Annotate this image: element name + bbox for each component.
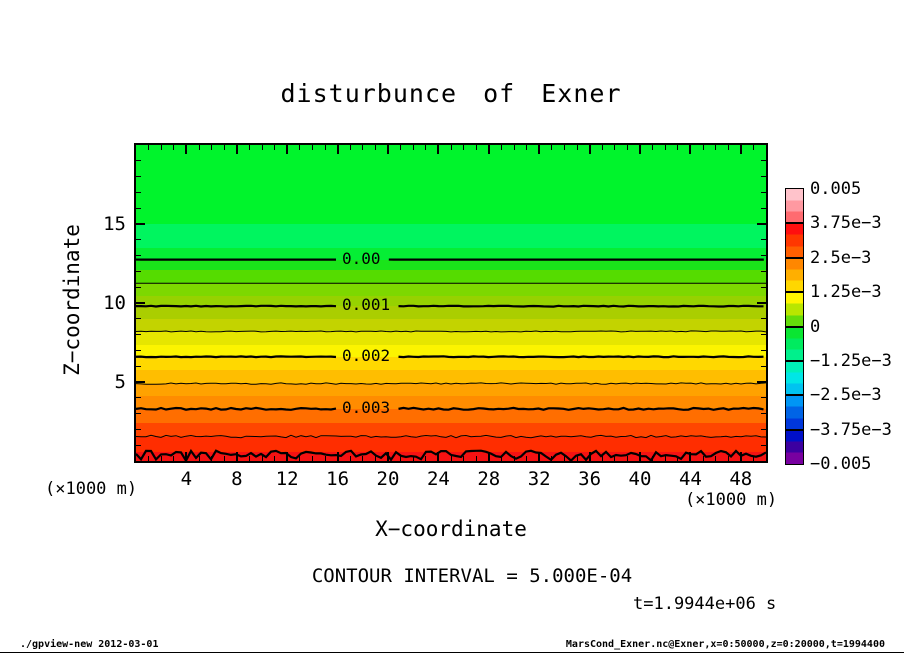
tick-mark xyxy=(286,145,288,154)
tick-mark xyxy=(236,452,238,461)
tick-mark xyxy=(761,445,766,446)
tick-mark xyxy=(761,413,766,414)
x-tick-label: 48 xyxy=(729,468,753,490)
tick-mark xyxy=(488,145,490,154)
tick-mark xyxy=(136,176,141,177)
time-text: t=1.9944e+06 s xyxy=(633,594,777,614)
tick-mark xyxy=(665,145,666,150)
tick-mark xyxy=(761,160,766,161)
tick-mark xyxy=(199,145,200,150)
tick-mark xyxy=(299,145,300,150)
tick-mark xyxy=(387,452,389,461)
tick-mark xyxy=(425,145,426,150)
colorbar-separator xyxy=(786,291,803,293)
contour-interval-text: CONTOUR INTERVAL = 5.000E-04 xyxy=(311,565,633,587)
tick-mark xyxy=(299,456,300,461)
tick-mark xyxy=(526,145,527,150)
tick-mark xyxy=(249,456,250,461)
tick-mark xyxy=(136,413,141,414)
tick-mark xyxy=(665,456,666,461)
colorbar-separator xyxy=(786,222,803,224)
tick-mark xyxy=(652,456,653,461)
x-tick-label: 44 xyxy=(678,468,702,490)
tick-mark xyxy=(761,429,766,430)
tick-mark xyxy=(211,145,212,150)
tick-mark xyxy=(136,302,145,304)
colorbar-segment xyxy=(786,258,803,292)
colorbar-segment xyxy=(786,430,803,464)
tick-mark xyxy=(325,145,326,150)
tick-mark xyxy=(437,145,439,154)
colorbar-label: −3.75e−3 xyxy=(810,419,892,440)
tick-mark xyxy=(740,145,742,154)
footer-source-text: MarsCond_Exner.nc@Exner,x=0:50000,z=0:20000,t=1994400 xyxy=(565,639,885,650)
colorbar-label: 0 xyxy=(810,316,821,337)
tick-mark xyxy=(425,456,426,461)
tick-mark xyxy=(136,287,141,288)
x-tick-label: 24 xyxy=(426,468,450,490)
tick-mark xyxy=(136,445,141,446)
x-tick-label: 8 xyxy=(231,468,243,490)
colorbar-label: 0.005 xyxy=(810,179,862,199)
tick-mark xyxy=(627,456,628,461)
tick-mark xyxy=(761,208,766,209)
tick-mark xyxy=(161,456,162,461)
tick-mark xyxy=(589,145,591,154)
tick-mark xyxy=(136,350,141,351)
tick-mark xyxy=(400,145,401,150)
tick-mark xyxy=(362,456,363,461)
tick-mark xyxy=(350,145,351,150)
tick-mark xyxy=(350,456,351,461)
y-axis-unit-label: (×1000 m) xyxy=(45,479,138,499)
tick-mark xyxy=(249,145,250,150)
page-title: disturbunce of Exner xyxy=(280,79,622,108)
tick-mark xyxy=(236,145,238,154)
y-tick-label: 5 xyxy=(114,371,126,393)
tick-mark xyxy=(761,350,766,351)
tick-mark xyxy=(761,192,766,193)
x-tick-label: 40 xyxy=(628,468,652,490)
tick-mark xyxy=(577,145,578,150)
colorbar-label: 2.5e−3 xyxy=(810,247,872,268)
tick-mark xyxy=(185,145,187,154)
tick-mark xyxy=(161,145,162,150)
colorbar-segment xyxy=(786,223,803,257)
tick-mark xyxy=(451,456,452,461)
tick-mark xyxy=(703,456,704,461)
tick-mark xyxy=(136,160,141,161)
tick-mark xyxy=(689,145,691,154)
y-axis-title: Z−coordinate xyxy=(60,224,84,376)
tick-mark xyxy=(136,239,141,240)
tick-mark xyxy=(211,456,212,461)
tick-mark xyxy=(551,456,552,461)
colorbar-separator xyxy=(786,360,803,362)
tick-mark xyxy=(757,381,766,383)
tick-mark xyxy=(387,145,389,154)
tick-mark xyxy=(652,145,653,150)
tick-mark xyxy=(148,456,149,461)
bottom-rule xyxy=(0,652,904,653)
tick-mark xyxy=(639,452,641,461)
tick-mark xyxy=(375,456,376,461)
x-axis-title: X−coordinate xyxy=(375,517,527,541)
colorbar-segment xyxy=(786,327,803,361)
tick-mark xyxy=(136,381,145,383)
contour-value-label: 0.002 xyxy=(342,345,391,365)
tick-mark xyxy=(413,145,414,150)
tick-mark xyxy=(173,456,174,461)
y-tick-label: 15 xyxy=(103,213,126,235)
tick-mark xyxy=(312,145,313,150)
contour-value-label: 0.001 xyxy=(342,295,391,315)
tick-mark xyxy=(602,145,603,150)
tick-mark xyxy=(639,145,641,154)
tick-mark xyxy=(614,145,615,150)
tick-mark xyxy=(761,318,766,319)
tick-mark xyxy=(501,145,502,150)
colorbar-segment xyxy=(786,361,803,395)
tick-mark xyxy=(728,456,729,461)
tick-mark xyxy=(753,145,754,150)
tick-mark xyxy=(761,287,766,288)
tick-mark xyxy=(136,192,141,193)
tick-mark xyxy=(627,145,628,150)
tick-mark xyxy=(501,456,502,461)
tick-mark xyxy=(757,302,766,304)
colorbar xyxy=(785,188,804,465)
tick-mark xyxy=(689,452,691,461)
tick-mark xyxy=(538,145,540,154)
tick-mark xyxy=(589,452,591,461)
colorbar-label: 1.25e−3 xyxy=(810,282,882,303)
tick-mark xyxy=(136,397,141,398)
tick-mark xyxy=(325,456,326,461)
tick-mark xyxy=(728,145,729,150)
tick-mark xyxy=(526,456,527,461)
tick-mark xyxy=(761,271,766,272)
contour-value-label: 0.00 xyxy=(342,248,381,268)
tick-mark xyxy=(136,255,141,256)
tick-mark xyxy=(337,145,339,154)
tick-mark xyxy=(514,145,515,150)
tick-mark xyxy=(148,145,149,150)
tick-mark xyxy=(413,456,414,461)
tick-mark xyxy=(173,145,174,150)
tick-mark xyxy=(715,456,716,461)
tick-mark xyxy=(564,145,565,150)
x-tick-label: 28 xyxy=(477,468,501,490)
tick-mark xyxy=(136,366,141,367)
tick-mark xyxy=(136,271,141,272)
tick-mark xyxy=(136,208,141,209)
tick-mark xyxy=(274,145,275,150)
tick-mark xyxy=(703,145,704,150)
tick-mark xyxy=(136,318,141,319)
tick-mark xyxy=(224,145,225,150)
tick-mark xyxy=(185,452,187,461)
tick-mark xyxy=(224,456,225,461)
colorbar-separator xyxy=(786,429,803,431)
tick-mark xyxy=(551,145,552,150)
colorbar-label: −1.25e−3 xyxy=(810,350,892,371)
tick-mark xyxy=(757,223,766,225)
tick-mark xyxy=(677,456,678,461)
colorbar-separator xyxy=(786,257,803,259)
tick-mark xyxy=(761,397,766,398)
colorbar-segment xyxy=(786,189,803,223)
x-tick-label: 20 xyxy=(376,468,400,490)
tick-mark xyxy=(602,456,603,461)
tick-mark xyxy=(362,145,363,150)
tick-mark xyxy=(337,452,339,461)
x-tick-label: 4 xyxy=(180,468,193,490)
axis-ticks xyxy=(136,145,766,461)
tick-mark xyxy=(677,145,678,150)
tick-mark xyxy=(761,366,766,367)
x-axis-unit-label: (×1000 m) xyxy=(684,490,778,510)
tick-mark xyxy=(614,456,615,461)
tick-mark xyxy=(761,176,766,177)
tick-mark xyxy=(577,456,578,461)
plot-area xyxy=(134,143,768,463)
colorbar-label: −0.005 xyxy=(810,454,872,474)
footer-command-text: ./gpview-new 2012-03-01 xyxy=(20,639,159,650)
tick-mark xyxy=(476,145,477,150)
colorbar-label: −2.5e−3 xyxy=(810,385,882,406)
tick-mark xyxy=(761,239,766,240)
tick-mark xyxy=(538,452,540,461)
tick-mark xyxy=(274,456,275,461)
tick-mark xyxy=(753,456,754,461)
tick-mark xyxy=(488,452,490,461)
tick-mark xyxy=(463,456,464,461)
tick-mark xyxy=(761,334,766,335)
tick-mark xyxy=(199,456,200,461)
tick-mark xyxy=(136,334,141,335)
tick-mark xyxy=(476,456,477,461)
colorbar-label: 3.75e−3 xyxy=(810,213,882,234)
colorbar-separator xyxy=(786,326,803,328)
x-tick-label: 12 xyxy=(275,468,299,490)
tick-mark xyxy=(451,145,452,150)
tick-mark xyxy=(761,255,766,256)
colorbar-segment xyxy=(786,395,803,429)
tick-mark xyxy=(463,145,464,150)
tick-mark xyxy=(136,223,145,225)
x-tick-label: 36 xyxy=(578,468,602,490)
y-tick-label: 10 xyxy=(103,292,126,314)
colorbar-separator xyxy=(786,394,803,396)
tick-mark xyxy=(286,452,288,461)
x-tick-label: 32 xyxy=(527,468,551,490)
tick-mark xyxy=(136,429,141,430)
tick-mark xyxy=(514,456,515,461)
tick-mark xyxy=(715,145,716,150)
tick-mark xyxy=(262,145,263,150)
tick-mark xyxy=(400,456,401,461)
tick-mark xyxy=(375,145,376,150)
tick-mark xyxy=(437,452,439,461)
contour-value-label: 0.003 xyxy=(342,397,391,417)
tick-mark xyxy=(312,456,313,461)
colorbar-segment xyxy=(786,292,803,326)
tick-mark xyxy=(564,456,565,461)
tick-mark xyxy=(262,456,263,461)
x-tick-label: 16 xyxy=(326,468,350,490)
tick-mark xyxy=(740,452,742,461)
